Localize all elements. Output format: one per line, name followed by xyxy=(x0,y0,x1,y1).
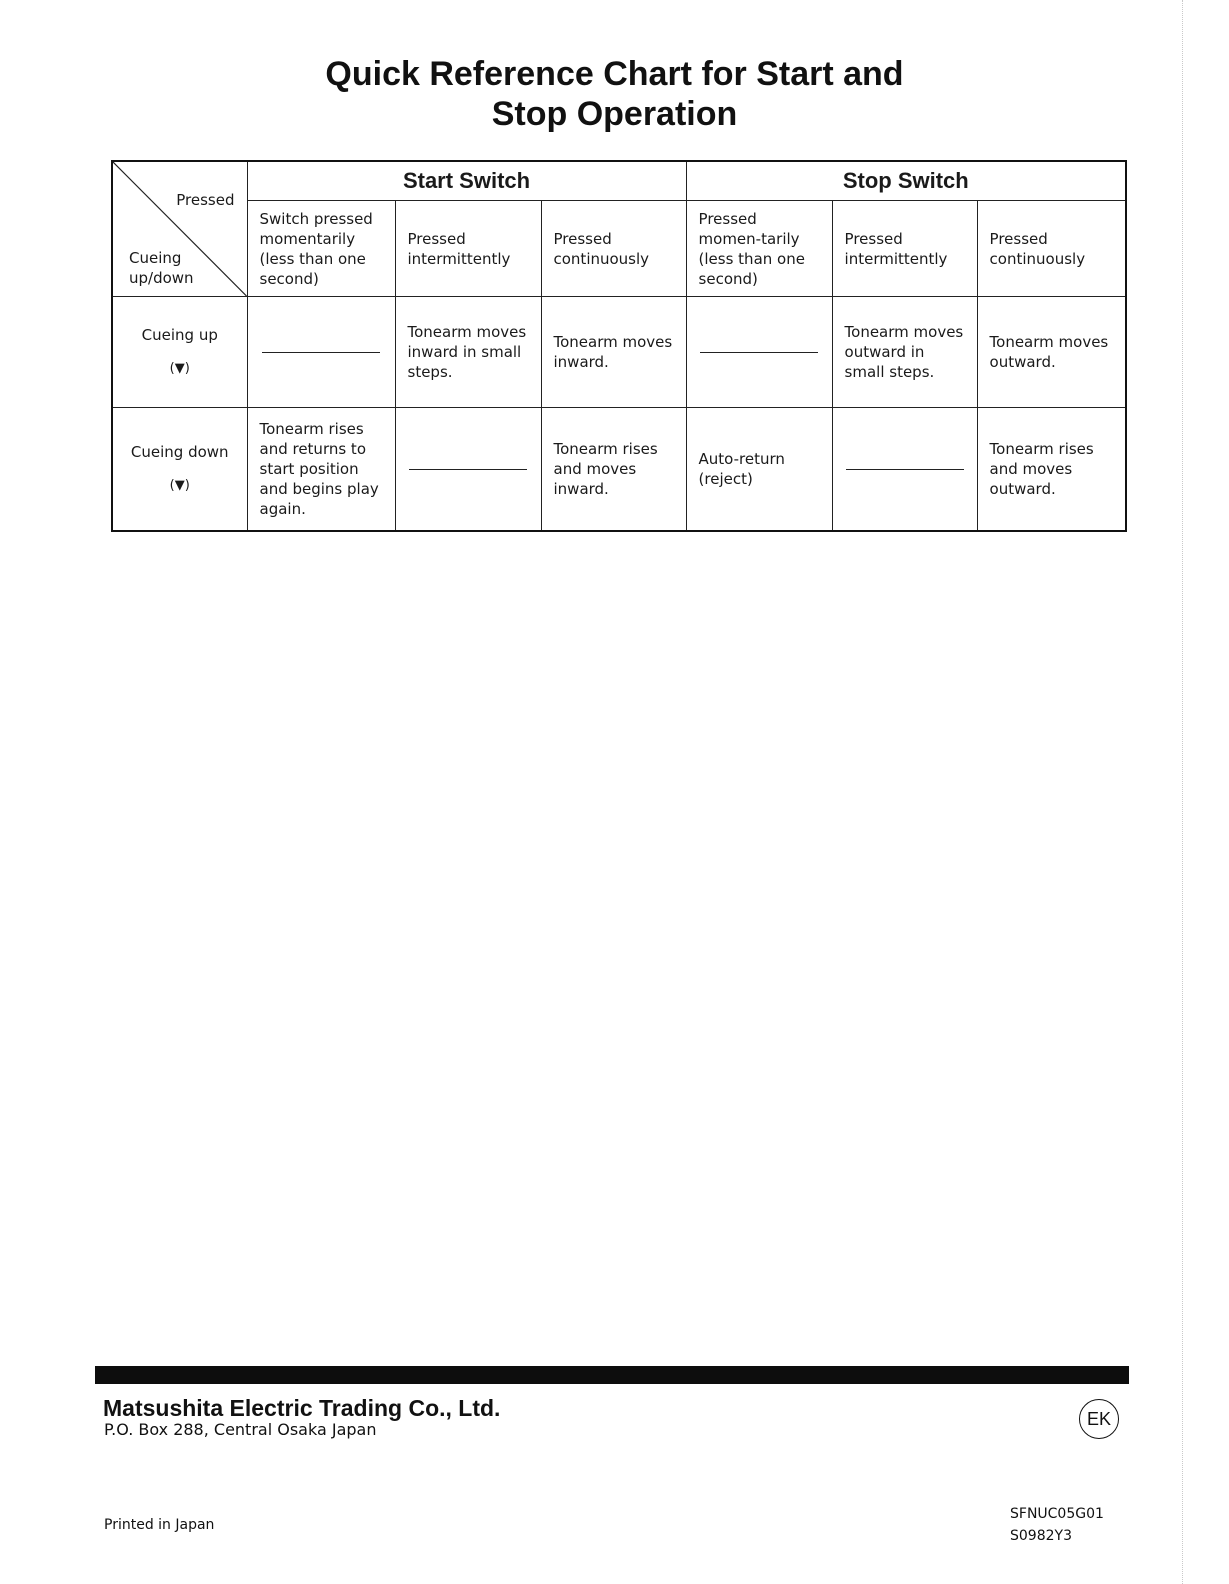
corner-pressed-label: Pressed xyxy=(176,191,235,209)
table-cell: Tonearm moves inward in small steps. xyxy=(395,297,541,408)
subheader-start-momentary: Switch pressed momentarily (less than one second) xyxy=(247,201,395,297)
empty-dash xyxy=(409,469,527,470)
page-title xyxy=(0,54,1229,134)
page-edge-line xyxy=(1182,0,1183,1584)
corner-cueing-line2: up/down xyxy=(129,269,194,287)
empty-dash xyxy=(262,352,380,353)
table-cell: Tonearm rises and returns to start position and begins play again. xyxy=(247,408,395,532)
reference-table xyxy=(111,160,1127,532)
ek-circle-mark: EK xyxy=(1079,1399,1119,1439)
stop-switch-header: Stop Switch xyxy=(686,161,1126,201)
table-cell: Tonearm moves outward. xyxy=(977,297,1126,408)
company-name: Matsushita Electric Trading Co., Ltd. xyxy=(103,1395,501,1421)
down-triangle-icon: (▼) xyxy=(169,361,190,376)
printed-in-label: Printed in Japan xyxy=(104,1517,215,1533)
row-label-text: Cueing down xyxy=(130,443,229,461)
empty-dash xyxy=(700,352,818,353)
table-cell: Tonearm rises and moves inward. xyxy=(541,408,686,532)
table-cell: Auto-return (reject) xyxy=(686,408,832,532)
table-cell xyxy=(395,408,541,532)
table-cell xyxy=(832,408,977,532)
row-label-cueing-up xyxy=(112,297,247,408)
corner-cueing-label xyxy=(129,248,194,288)
table-cell xyxy=(247,297,395,408)
corner-cueing-line1: Cueing xyxy=(129,249,182,267)
table-header-row xyxy=(112,161,1126,201)
table-row-cueing-up xyxy=(112,297,1126,408)
row-label-text: Cueing up xyxy=(141,326,218,344)
page-title-line1: Quick Reference Chart for Start and xyxy=(325,55,904,93)
table-cell xyxy=(686,297,832,408)
empty-dash xyxy=(846,469,964,470)
subheader-stop-intermittent: Pressed intermittently xyxy=(832,201,977,297)
subheader-start-continuous: Pressed continuously xyxy=(541,201,686,297)
company-address: P.O. Box 288, Central Osaka Japan xyxy=(104,1420,377,1439)
document-code-1: SFNUC05G01 xyxy=(1010,1506,1104,1522)
row-label-cueing-down xyxy=(112,408,247,532)
subheader-start-intermittent: Pressed intermittently xyxy=(395,201,541,297)
down-triangle-icon: (▼) xyxy=(169,478,190,493)
document-code-2: S0982Y3 xyxy=(1010,1528,1072,1544)
subheader-stop-momentary: Pressed momen-tarily (less than one second) xyxy=(686,201,832,297)
document-codes xyxy=(1010,1503,1104,1547)
page-title-line2: Stop Operation xyxy=(491,95,738,133)
table-cell: Tonearm moves outward in small steps. xyxy=(832,297,977,408)
table-row-cueing-down xyxy=(112,408,1126,532)
table-cell: Tonearm rises and moves outward. xyxy=(977,408,1126,532)
footer-bar xyxy=(95,1366,1129,1384)
corner-cell xyxy=(112,161,247,297)
table-cell: Tonearm moves inward. xyxy=(541,297,686,408)
start-switch-header: Start Switch xyxy=(247,161,686,201)
table-subheader-row xyxy=(112,201,1126,297)
subheader-stop-continuous: Pressed continuously xyxy=(977,201,1126,297)
